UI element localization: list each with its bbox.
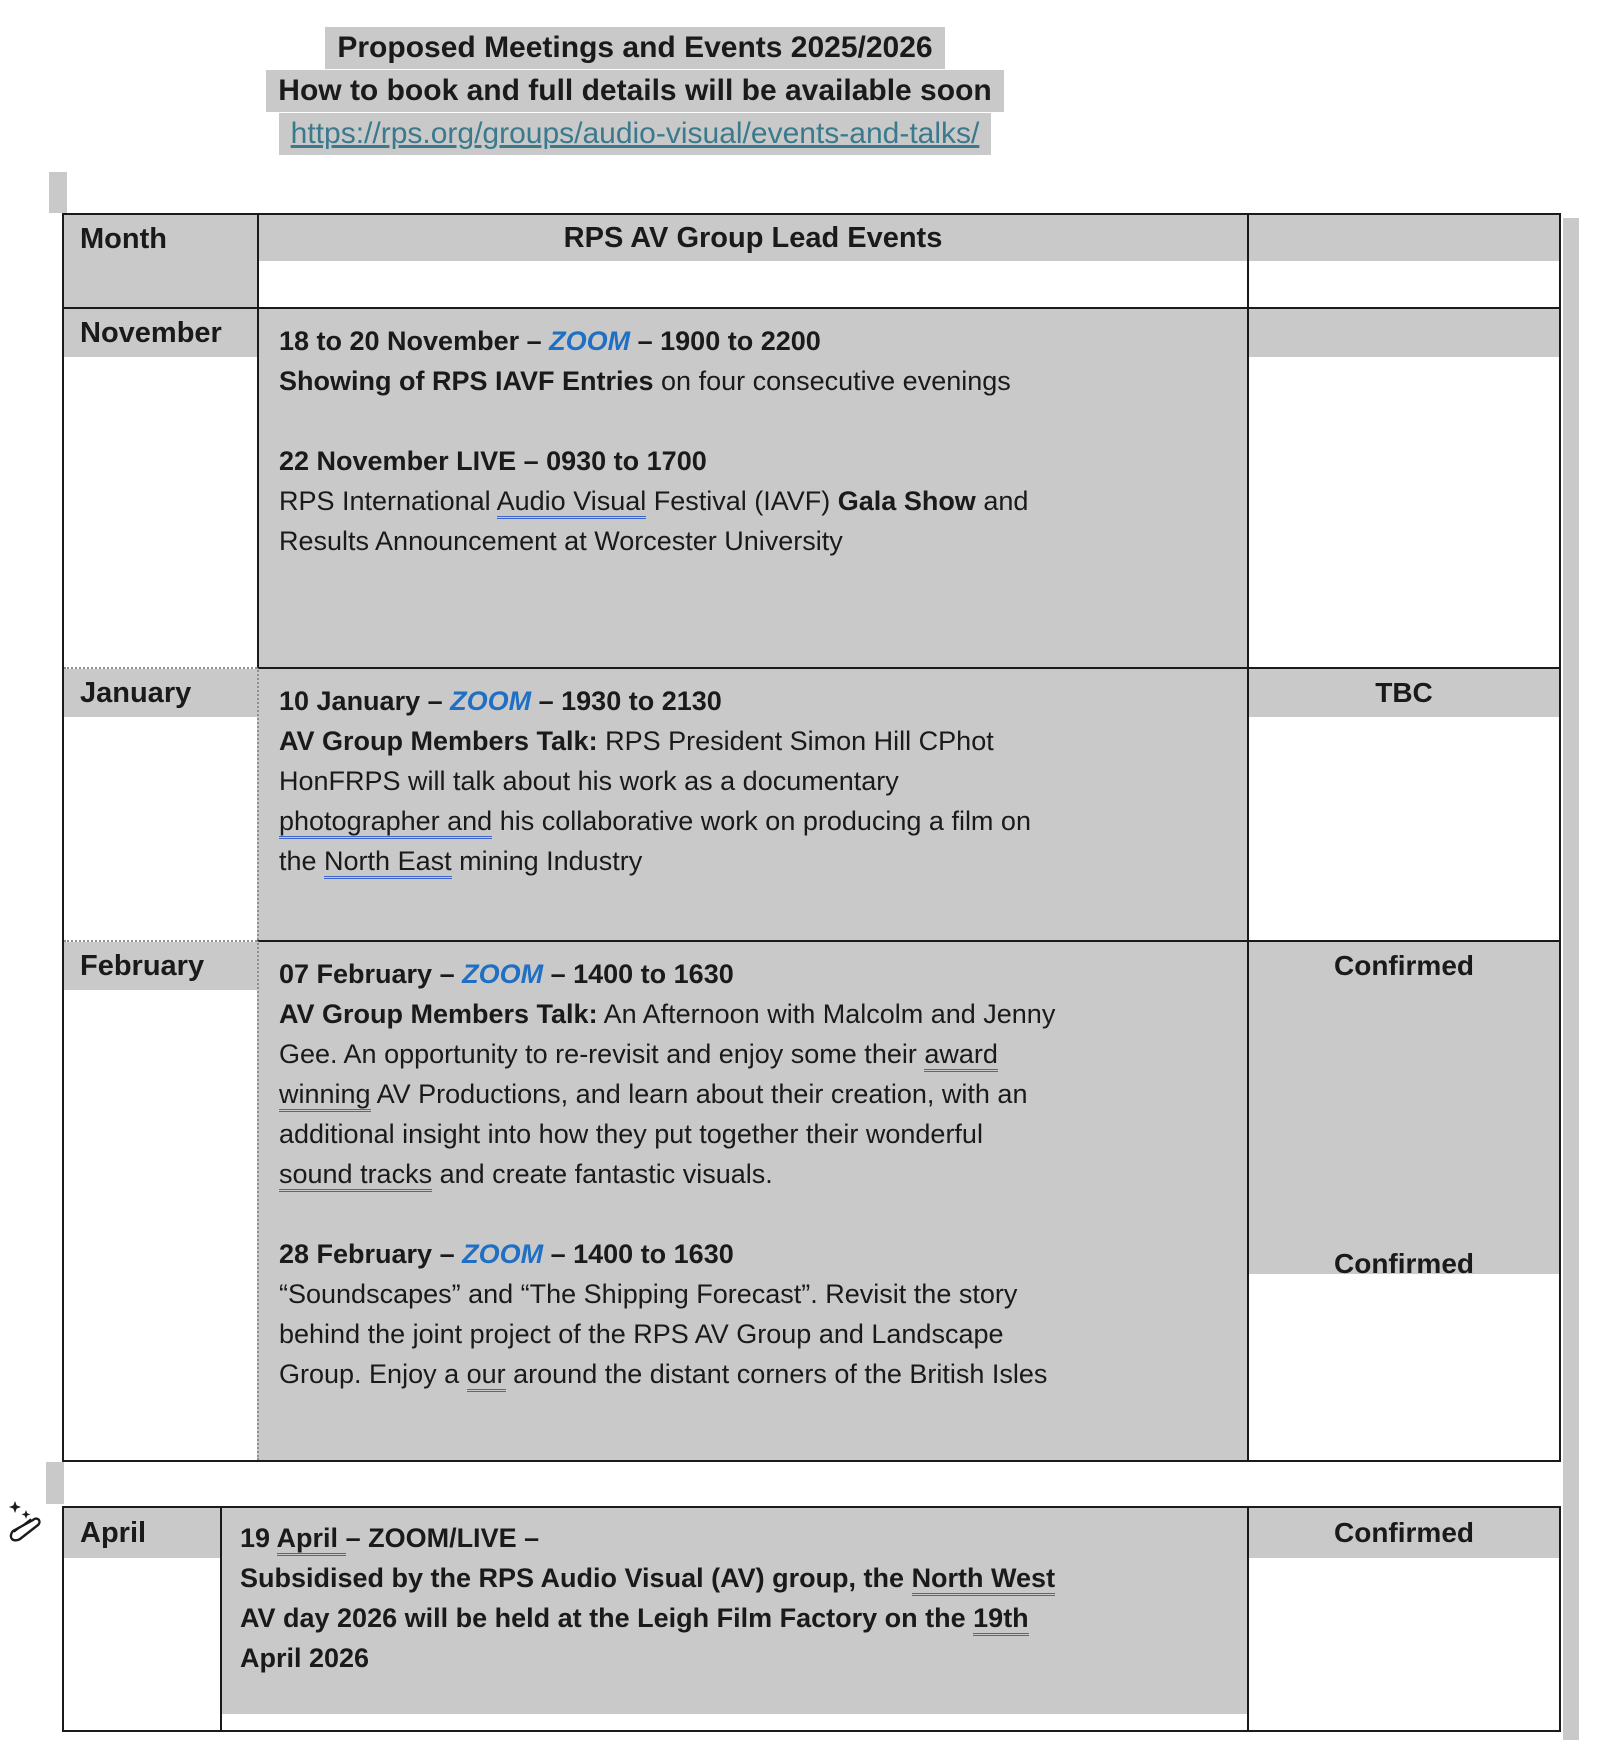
document-title: Proposed Meetings and Events 2025/2026: [325, 27, 944, 69]
event-text-line: Gee. An opportunity to re-revisit and enjoy some their award: [279, 1034, 1247, 1074]
event-text-line: Group. Enjoy a our around the distant corners of the British Isles: [279, 1354, 1247, 1394]
row-april-events-text: [222, 1508, 1247, 1714]
event-text-line: [279, 1194, 1247, 1234]
event-text-line: winning AV Productions, and learn about their creation, with an: [279, 1074, 1247, 1114]
row-february-status-block: [1249, 942, 1559, 1279]
row-february-status-badge-2: Confirmed: [1334, 1248, 1474, 1279]
event-text-line: Results Announcement at Worcester University: [279, 526, 843, 556]
table-anchor-strip-top: [49, 172, 67, 213]
row-april-month-label: April: [64, 1508, 220, 1558]
event-text-line: 10 January – ZOOM – 1930 to 2130: [279, 686, 722, 716]
title-line-2: [140, 69, 1130, 112]
event-text-line: AV Group Members Talk: RPS President Simon Hill CPhot: [279, 726, 994, 756]
event-text-line: additional insight into how they put together their wonderful: [279, 1119, 983, 1149]
column-header-events-label: RPS AV Group Lead Events: [259, 215, 1247, 261]
row-november-events-cell: [257, 307, 1247, 667]
event-text-line: [279, 401, 1247, 441]
event-text-line: sound tracks and create fantastic visuals.: [279, 1154, 1247, 1194]
event-text-line: “Soundscapes” and “The Shipping Forecast”. Revisit the story: [279, 1279, 1018, 1309]
row-january-month-cell: [64, 667, 257, 940]
row-february-month-cell: [64, 940, 257, 1460]
row-april-month-cell: [64, 1508, 220, 1730]
row-february-status-badge-1: Confirmed: [1334, 950, 1474, 981]
event-text-line: photographer and his collaborative work on producing a film on: [279, 801, 1247, 841]
event-text-line: AV Group Members Talk: An Afternoon with Malcolm and Jenny: [279, 999, 1056, 1029]
row-january-status-cell: [1247, 667, 1559, 940]
event-text-line: Subsidised by the RPS Audio Visual (AV) group, the North West: [240, 1558, 1247, 1598]
events-and-talks-link[interactable]: https://rps.org/groups/audio-visual/events-and-talks/: [290, 117, 980, 150]
event-text-line: 07 February – ZOOM – 1400 to 1630: [279, 959, 734, 989]
title-block: [140, 26, 1130, 155]
row-november-status-cell: [1247, 307, 1559, 667]
event-text-line: 19 April – ZOOM/LIVE –: [240, 1518, 1247, 1558]
sparkle-pen-icon[interactable]: [2, 1498, 42, 1542]
row-january-month-label: January: [64, 669, 257, 717]
event-text-line: RPS International Audio Visual Festival (IAVF) Gala Show and: [279, 481, 1247, 521]
row-february-status-cell: [1247, 940, 1559, 1460]
row-january-events-cell: [257, 667, 1247, 940]
event-text-line: April 2026: [240, 1643, 370, 1673]
event-text-line: HonFRPS will talk about his work as a documentary: [279, 766, 899, 796]
events-table-april: [62, 1506, 1561, 1732]
row-november-month-cell: [64, 307, 257, 667]
event-text-line: Showing of RPS IAVF Entries on four consecutive evenings: [279, 366, 1011, 396]
row-april-status-cell: [1247, 1508, 1559, 1730]
row-november-status-label: [1249, 309, 1559, 357]
document-subtitle: How to book and full details will be available soon: [266, 70, 1003, 112]
event-text-line: behind the joint project of the RPS AV Group and Landscape: [279, 1319, 1004, 1349]
title-line-3: [140, 112, 1130, 155]
row-april-events-cell: [220, 1508, 1247, 1730]
event-text-line: 28 February – ZOOM – 1400 to 1630: [279, 1239, 734, 1269]
row-february-events-cell: [257, 940, 1247, 1460]
table-edge-strip-right: [1563, 218, 1579, 1740]
column-header-status-label: [1249, 215, 1559, 261]
row-january-status-badge: TBC: [1249, 669, 1559, 717]
table-anchor-strip-middle: [46, 1462, 64, 1504]
title-line-1: [140, 26, 1130, 69]
event-text-line: the North East mining Industry: [279, 841, 1247, 881]
event-text-line: AV day 2026 will be held at the Leigh Film Factory on the 19th: [240, 1598, 1247, 1638]
row-november-month-label: November: [64, 309, 257, 357]
column-header-status: [1247, 215, 1559, 307]
events-table-main: [62, 213, 1561, 1462]
column-header-month-label: Month: [64, 215, 257, 263]
event-text-line: 22 November LIVE – 0930 to 1700: [279, 446, 707, 476]
row-april-status-badge: Confirmed: [1249, 1508, 1559, 1558]
column-header-events: [257, 215, 1247, 307]
event-text-line: 18 to 20 November – ZOOM – 1900 to 2200: [279, 326, 821, 356]
row-february-month-label: February: [64, 942, 257, 990]
column-header-month: [64, 215, 257, 307]
